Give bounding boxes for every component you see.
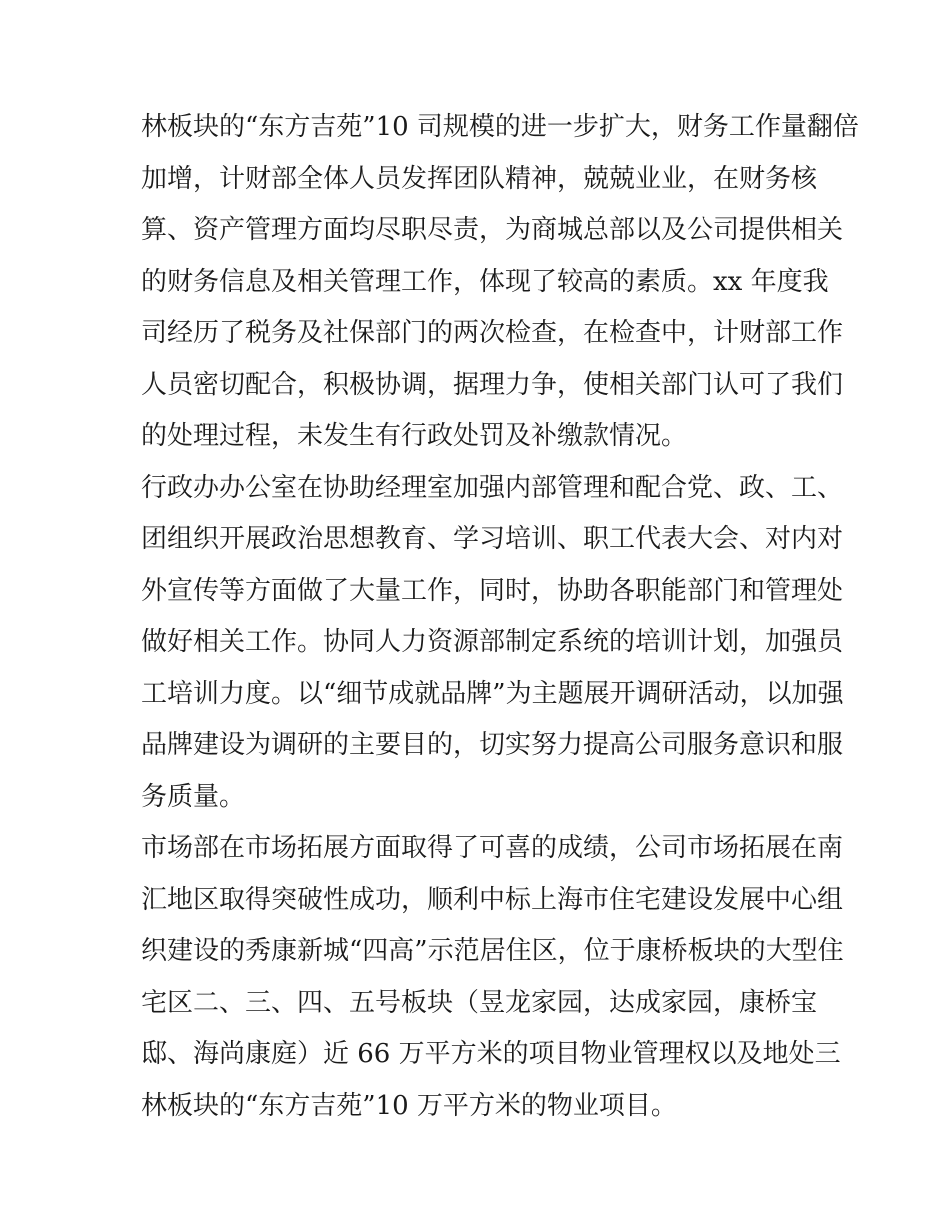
text-line: 外宣传等方面做了大量工作，同时，协助各职能部门和管理处 (141, 575, 844, 606)
text-line: 林板块的“东方吉苑”10 万平方米的物业项目。 (141, 1090, 677, 1121)
text-line: 算、资产管理方面均尽职尽责，为商城总部以及公司提供相关 (141, 215, 844, 245)
text-line: 市场部在市场拓展方面取得了可喜的成绩，公司市场拓展在南 (141, 833, 844, 863)
text-line: 司经历了税务及社保部门的两次检查，在检查中，计财部工作 (141, 318, 844, 348)
text-line: 行政办办公室在协助经理室加强内部管理和配合党、政、工、 (141, 472, 844, 503)
text-line: 邸、海尚康庭）近 66 万平方米的项目物业管理权以及地处三 (141, 1039, 841, 1069)
text-line: 的处理过程，未发生有行政处罚及补缴款情况。 (141, 421, 688, 451)
text-line: 品牌建设为调研的主要目的，切实努力提高公司服务意识和服 (141, 730, 844, 760)
text-line: 宅区二、三、四、五号板块（昱龙家园，达成家园，康桥宝 (141, 987, 818, 1018)
text-line: 汇地区取得突破性成功，顺利中标上海市住宅建设发展中心组 (141, 884, 844, 915)
text-line: 织建设的秀康新城“四高”示范居住区，位于康桥板块的大型住 (141, 936, 844, 966)
text-line: 林板块的“东方吉苑”10 司规模的进一步扩大，财务工作量翻倍 (141, 112, 859, 142)
text-line: 工培训力度。以“细节成就品牌”为主题展开调研活动，以加强 (141, 678, 844, 709)
text-line: 务质量。 (141, 781, 246, 812)
text-line: 人员密切配合，积极协调，据理力争，使相关部门认可了我们 (141, 369, 844, 400)
text-line: 加增，计财部全体人员发挥团队精神，兢兢业业，在财务核 (141, 163, 818, 194)
text-line: 的财务信息及相关管理工作，体现了较高的素质。xx 年度我 (141, 266, 829, 297)
body-text (141, 102, 859, 1132)
text-line: 团组织开展政治思想教育、学习培训、职工代表大会、对内对 (141, 524, 844, 554)
text-line: 做好相关工作。协同人力资源部制定系统的培训计划，加强员 (141, 627, 844, 657)
